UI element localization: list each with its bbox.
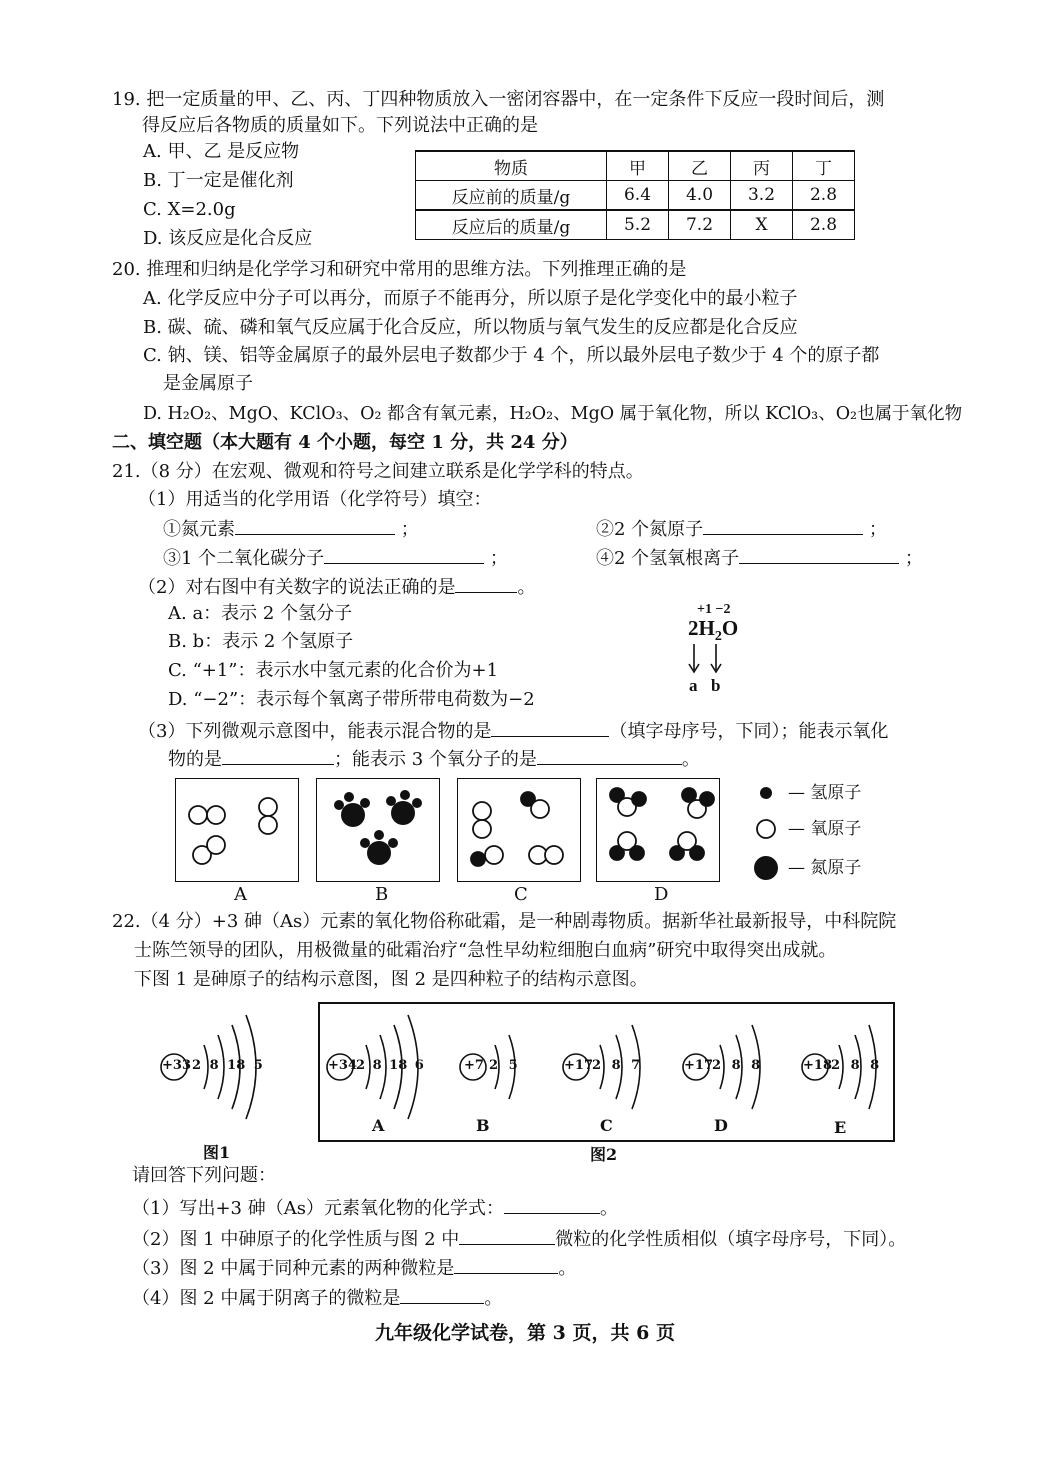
q19-option-d: D. 该反应是化合反应: [143, 228, 313, 249]
answer-blank[interactable]: [455, 574, 517, 593]
q22-line1: 22.（4 分）+3 砷（As）元素的氧化物俗称砒霜，是一种剧毒物质。据新华社最新报导，中科院院: [112, 911, 897, 932]
answer-blank[interactable]: [235, 516, 395, 535]
formula-main: [688, 616, 738, 645]
q22-sub3: [132, 1255, 576, 1281]
q21-part2: [138, 574, 535, 600]
fill-item-2: [596, 516, 887, 542]
sub3-end: 。: [558, 1258, 577, 1279]
q22-sub4: [132, 1285, 502, 1311]
molecule-diagram-d: [597, 779, 719, 881]
fig1-caption: 图1: [203, 1143, 231, 1162]
table-cell: 反应前的质量/g: [416, 181, 607, 211]
q20-option-a: A. 化学反应中分子可以再分，而原子不能再分，所以原子是化学变化中的最小粒子: [143, 288, 798, 309]
shells-label: 2 8 8: [712, 1058, 761, 1073]
table-cell: 丙: [731, 151, 793, 181]
item-label: ③1 个二氧化碳分子: [163, 548, 325, 569]
table-cell: 丁: [793, 151, 855, 181]
q21-part2-option-d: D. “−2”：表示每个氧离子带所带电荷数为−2: [168, 689, 535, 710]
q19-option-b: B. 丁一定是催化剂: [143, 170, 294, 191]
legend-oxygen: — 氧原子: [788, 819, 862, 839]
fig2-atom-b: [455, 1012, 535, 1122]
sub1-end: 。: [599, 1198, 618, 1219]
fig2-label-d: D: [714, 1116, 728, 1135]
answer-blank[interactable]: [504, 1195, 600, 1214]
sub3-text: （3）图 2 中属于同种元素的两种微粒是: [132, 1258, 455, 1279]
fig2-atom-c: [558, 1012, 658, 1122]
q22-line2: 士陈竺领导的团队，用极微量的砒霜治疗“急性早幼粒细胞白血病”研究中取得突出成就。: [134, 940, 837, 961]
q22-sub1: [132, 1195, 618, 1221]
q21-part3-line2: [168, 746, 700, 772]
table-cell: 2.8: [793, 210, 855, 240]
shells-label: 2 8 8: [831, 1058, 880, 1073]
molecule-box-c: [457, 778, 581, 882]
label-b: b: [711, 676, 721, 695]
q22-ask: 请回答下列问题：: [132, 1165, 276, 1186]
q22-sub2: [132, 1226, 906, 1252]
formula-charges: +1 −2: [697, 602, 731, 617]
fig2-label-a: A: [372, 1116, 385, 1135]
section-title: 二、填空题（本大题有 4 个小题，每空 1 分，共 24 分）: [112, 432, 578, 453]
table-row: [416, 181, 855, 211]
answer-blank[interactable]: [454, 1255, 558, 1274]
semicolon: ；: [400, 519, 419, 540]
page-footer: 九年级化学试卷，第 3 页，共 6 页: [375, 1322, 675, 1344]
part3-text2: （填字母序号，下同）；能表示氧化: [609, 721, 889, 742]
water-formula: [680, 602, 770, 697]
fill-item-4: [596, 545, 923, 571]
q19-option-c: C. X=2.0g: [143, 199, 236, 220]
table-header-row: [416, 151, 855, 181]
label-a: a: [689, 676, 698, 695]
molecule-box-a: [175, 778, 299, 882]
sub2-text2: 微粒的化学性质相似（填字母序号，下同）。: [555, 1229, 907, 1250]
box-label-a: A: [234, 884, 247, 905]
table-cell: 甲: [607, 151, 669, 181]
formula-o: O: [721, 616, 739, 640]
nucleus-label: +34: [328, 1058, 357, 1073]
q21-part1: （1）用适当的化学用语（化学符号）填空：: [138, 489, 492, 510]
sub2-text: （2）图 1 中砷原子的化学性质与图 2 中: [132, 1229, 460, 1250]
nucleus-label: +17: [684, 1058, 713, 1073]
box-label-d: D: [654, 884, 669, 905]
q19-line2: 得反应后各物质的质量如下。下列说法中正确的是: [142, 115, 538, 136]
fig2-atom-d: [678, 1012, 778, 1122]
mass-table: [415, 150, 855, 240]
legend-symbols: [752, 780, 782, 890]
nucleus-label: +17: [564, 1058, 593, 1073]
fig2-atom-a: [322, 1012, 432, 1122]
semicolon: ；: [904, 548, 923, 569]
q20-option-c-cont: 是金属原子: [163, 373, 253, 394]
fig2-atom-e: [797, 1012, 889, 1122]
molecule-diagram-a: [176, 779, 298, 881]
part3-text: （3）下列微观示意图中，能表示混合物的是: [138, 721, 492, 742]
q20-option-b: B. 碳、硫、磷和氧气反应属于化合反应，所以物质与氧气发生的反应都是化合反应: [143, 317, 798, 338]
atom-legend: [752, 780, 912, 890]
shells-label: 2 8 18 6: [356, 1058, 424, 1073]
answer-blank[interactable]: [222, 746, 334, 765]
table-cell: 5.2: [607, 210, 669, 240]
q20-option-d: D. H₂O₂、MgO、KClO₃、O₂ 都含有氧元素，H₂O₂、MgO 属于氧化物，所以 KClO₃、O₂也属于氧化物: [143, 404, 963, 424]
fig2-label-c: C: [600, 1116, 613, 1135]
fill-item-1: [163, 516, 419, 542]
table-cell: 4.0: [669, 181, 731, 211]
table-cell: 物质: [416, 151, 607, 181]
shells-label: 2 8 7: [592, 1058, 641, 1073]
fill-item-3: [163, 545, 508, 571]
molecule-diagram-b: [317, 779, 439, 881]
molecule-box-b: [316, 778, 440, 882]
q21-part2-option-b: B. b：表示 2 个氢原子: [168, 631, 354, 652]
shells-label: 2 5: [489, 1058, 518, 1073]
legend-nitrogen: — 氮原子: [788, 858, 862, 878]
fig2-caption: 图2: [590, 1145, 618, 1164]
nucleus-label: +33: [162, 1058, 191, 1073]
table-cell: 2.8: [793, 181, 855, 211]
q21-part2-option-a: A. a：表示 2 个氢分子: [168, 603, 353, 624]
answer-blank[interactable]: [324, 545, 484, 564]
answer-blank[interactable]: [537, 746, 682, 765]
table-cell: 6.4: [607, 181, 669, 211]
box-label-c: C: [514, 884, 528, 905]
q22-line3: 下图 1 是砷原子的结构示意图，图 2 是四种粒子的结构示意图。: [134, 969, 648, 990]
legend-hydrogen: — 氢原子: [788, 783, 862, 803]
answer-blank[interactable]: [459, 1226, 555, 1245]
formula-sub: 2: [714, 629, 722, 645]
answer-blank[interactable]: [703, 516, 863, 535]
table-cell: 乙: [669, 151, 731, 181]
shells-label: 2 8 18 5: [192, 1058, 263, 1073]
molecule-box-d: [596, 778, 720, 882]
part2-text: （2）对右图中有关数字的说法正确的是: [138, 577, 456, 598]
item-label: ①氮元素: [163, 519, 235, 540]
q20-stem: 20. 推理和归纳是化学学习和研究中常用的思维方法。下列推理正确的是: [112, 259, 687, 280]
answer-blank[interactable]: [739, 545, 899, 564]
item-label: ④2 个氢氧根离子: [596, 548, 740, 569]
table-cell: 反应后的质量/g: [416, 210, 607, 240]
q20-option-c: C. 钠、镁、铝等金属原子的最外层电子数都少于 4 个，所以最外层电子数少于 4 个的原子都: [143, 345, 880, 366]
answer-blank[interactable]: [400, 1285, 484, 1304]
table-cell: X: [731, 210, 793, 240]
sub4-end: 。: [484, 1288, 503, 1309]
table-row: [416, 210, 855, 240]
answer-blank[interactable]: [491, 718, 609, 737]
semicolon: ；: [489, 548, 508, 569]
q19-line1: 19. 把一定质量的甲、乙、丙、丁四种物质放入一密闭容器中，在一定条件下反应一段时间后，测: [112, 89, 885, 110]
part3-text3: 物的是: [168, 749, 222, 770]
sub4-text: （4）图 2 中属于阴离子的微粒是: [132, 1288, 401, 1309]
molecule-diagram-c: [458, 779, 580, 881]
table-cell: 7.2: [669, 210, 731, 240]
nucleus-label: +18: [803, 1058, 832, 1073]
q21-part3-line1: [138, 718, 888, 744]
box-label-b: B: [375, 884, 389, 905]
fig1-arsenic-atom: [152, 1012, 282, 1122]
nucleus-label: +7: [464, 1058, 484, 1073]
semicolon: ；: [868, 519, 887, 540]
part3-end: 。: [681, 749, 700, 770]
sub1-text: （1）写出+3 砷（As）元素氧化物的化学式：: [132, 1198, 504, 1219]
q21-stem: 21.（8 分）在宏观、微观和符号之间建立联系是化学学科的特点。: [112, 461, 644, 482]
fig2-label-e: E: [834, 1118, 847, 1137]
q19-option-a: A. 甲、乙 是反应物: [143, 141, 300, 162]
part2-end: 。: [517, 577, 536, 598]
table-cell: 3.2: [731, 181, 793, 211]
part3-text4: ；能表示 3 个氧分子的是: [334, 749, 537, 770]
item-label: ②2 个氮原子: [596, 519, 704, 540]
q21-part2-option-c: C. “+1”：表示水中氢元素的化合价为+1: [168, 660, 499, 681]
formula-h: 2H: [688, 616, 715, 640]
fig2-label-b: B: [476, 1116, 490, 1135]
